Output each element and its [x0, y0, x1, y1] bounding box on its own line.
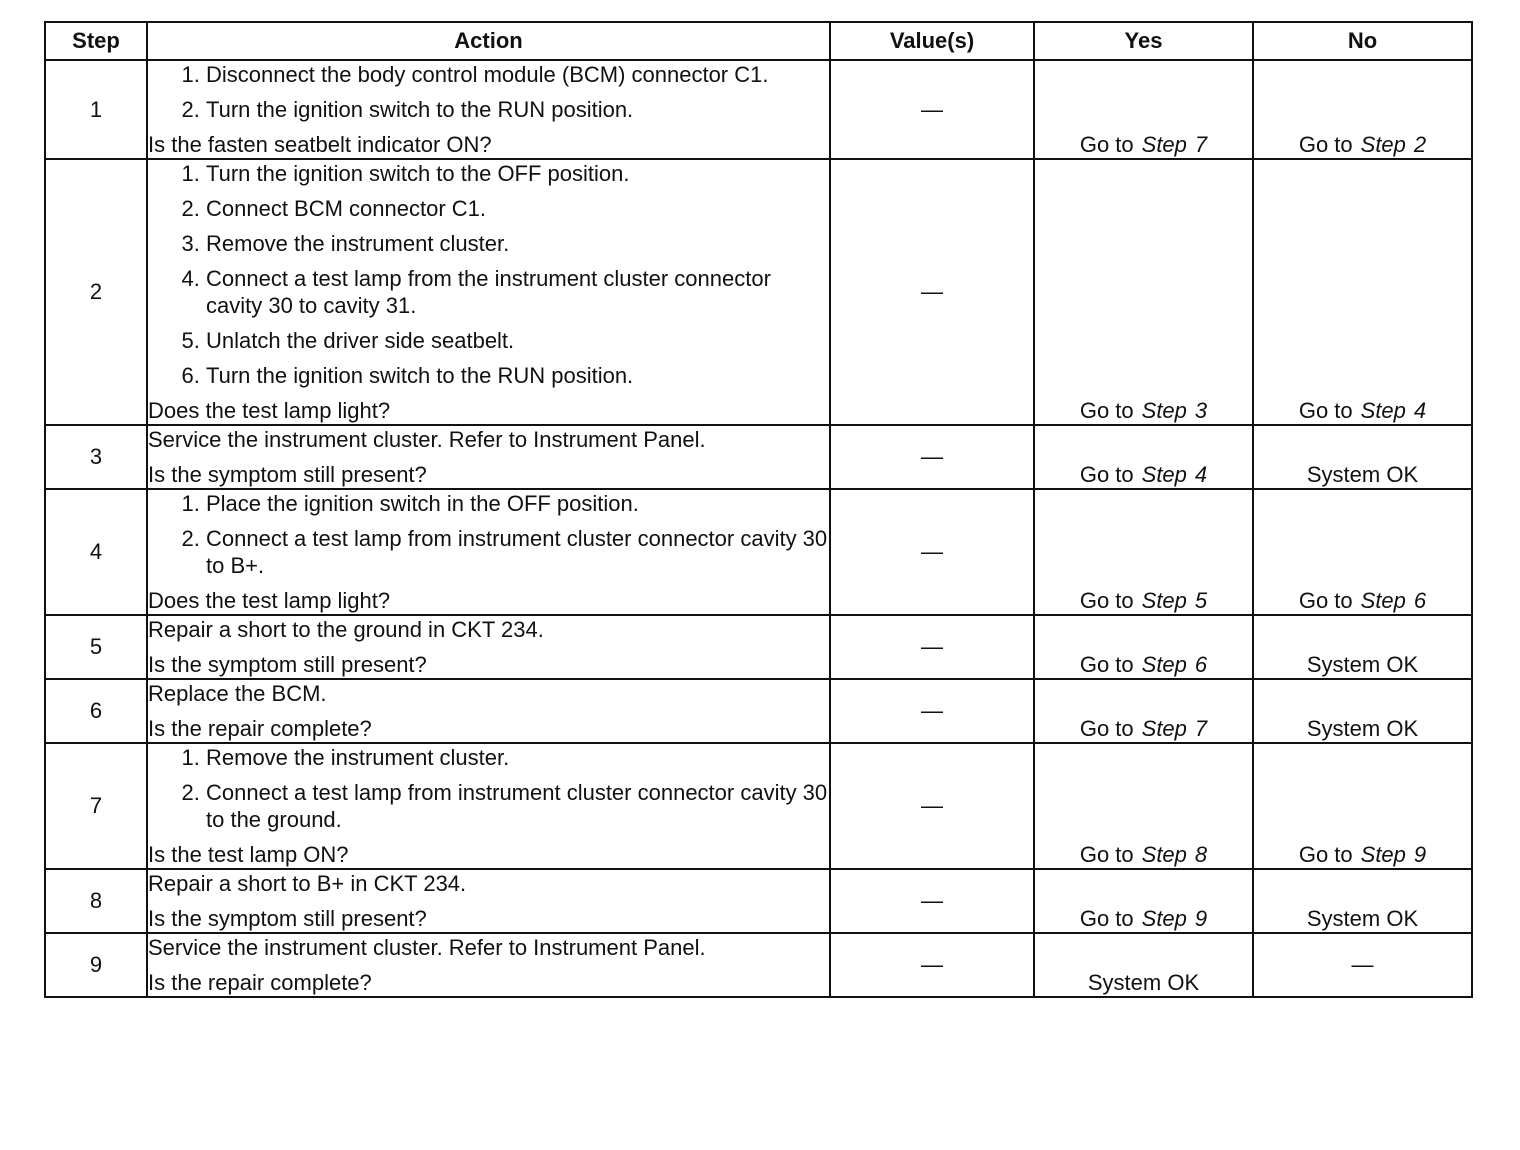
substep-item: 2. Turn the ignition switch to the RUN position. [206, 96, 829, 123]
yes-result-cell [1034, 615, 1253, 679]
yes-goto-step-number: 3 [1194, 398, 1208, 423]
value-cell: — [830, 489, 1034, 615]
no-goto-prefix: Go to [1298, 588, 1353, 613]
header-row [45, 22, 1472, 60]
action-question: Is the fasten seatbelt indicator ON? [148, 132, 492, 157]
no-result-text: — [1351, 952, 1374, 977]
table-row [45, 933, 1472, 997]
yes-goto-prefix: Go to [1079, 462, 1134, 487]
no-goto-step-word: Step [1360, 842, 1406, 867]
no-result-cell [1253, 679, 1472, 743]
action-cell [147, 869, 830, 933]
table-row [45, 425, 1472, 489]
no-result-text: System OK [1306, 462, 1419, 487]
no-result-cell [1253, 869, 1472, 933]
action-text: Service the instrument cluster. Refer to Instrument Panel. [148, 935, 706, 960]
substep-list [148, 744, 829, 833]
no-result-text: System OK [1306, 716, 1419, 741]
value-cell: — [830, 425, 1034, 489]
substep-item: 3. Remove the instrument cluster. [206, 230, 829, 257]
no-goto-step-word: Step [1360, 132, 1406, 157]
step-number: 2 [45, 159, 147, 425]
yes-goto-step-word: Step [1141, 906, 1187, 931]
yes-goto-step-number: 6 [1194, 652, 1208, 677]
substep-list [148, 61, 829, 123]
no-goto-step-number: 6 [1413, 588, 1427, 613]
no-result-cell [1253, 615, 1472, 679]
yes-result-cell [1034, 489, 1253, 615]
action-question: Is the symptom still present? [148, 652, 427, 677]
no-result-cell [1253, 425, 1472, 489]
yes-goto-prefix: Go to [1079, 652, 1134, 677]
yes-result-cell [1034, 425, 1253, 489]
action-question: Is the symptom still present? [148, 462, 427, 487]
substep-item: 1. Place the ignition switch in the OFF position. [206, 490, 829, 517]
substep-item: 1. Remove the instrument cluster. [206, 744, 829, 771]
yes-goto-step-number: 5 [1194, 588, 1208, 613]
no-result-cell [1253, 489, 1472, 615]
step-number: 8 [45, 869, 147, 933]
substep-item: 6. Turn the ignition switch to the RUN position. [206, 362, 829, 389]
yes-goto-step-number: 8 [1194, 842, 1208, 867]
no-goto-step-word: Step [1360, 588, 1406, 613]
step-number: 9 [45, 933, 147, 997]
action-cell [147, 60, 830, 159]
step-number: 4 [45, 489, 147, 615]
no-result-text: System OK [1306, 906, 1419, 931]
table-row [45, 489, 1472, 615]
diagnostic-table [44, 21, 1473, 998]
yes-goto-step-number: 7 [1194, 716, 1208, 741]
header-step: Step [45, 22, 147, 60]
table-row [45, 679, 1472, 743]
action-cell [147, 933, 830, 997]
step-number: 6 [45, 679, 147, 743]
yes-result-cell [1034, 869, 1253, 933]
action-question: Does the test lamp light? [148, 398, 391, 423]
yes-goto-step-word: Step [1141, 398, 1187, 423]
action-question: Is the symptom still present? [148, 906, 427, 931]
step-number: 3 [45, 425, 147, 489]
action-question: Is the repair complete? [148, 970, 372, 995]
value-cell: — [830, 615, 1034, 679]
step-number: 7 [45, 743, 147, 869]
value-cell: — [830, 869, 1034, 933]
header-action: Action [147, 22, 830, 60]
yes-result-cell [1034, 679, 1253, 743]
action-text: Repair a short to the ground in CKT 234. [148, 617, 544, 642]
value-cell: — [830, 60, 1034, 159]
table-row [45, 615, 1472, 679]
table-row [45, 869, 1472, 933]
yes-result-cell [1034, 159, 1253, 425]
action-question: Does the test lamp light? [148, 588, 391, 613]
yes-goto-step-word: Step [1141, 132, 1187, 157]
table-row [45, 60, 1472, 159]
action-cell [147, 159, 830, 425]
header-no: No [1253, 22, 1472, 60]
action-text: Replace the BCM. [148, 681, 327, 706]
substep-item: 2. Connect BCM connector C1. [206, 195, 829, 222]
action-cell [147, 425, 830, 489]
step-number: 1 [45, 60, 147, 159]
no-goto-prefix: Go to [1298, 398, 1353, 423]
no-goto-step-number: 4 [1413, 398, 1427, 423]
yes-goto-prefix: Go to [1079, 132, 1134, 157]
action-cell [147, 615, 830, 679]
yes-goto-step-word: Step [1141, 462, 1187, 487]
no-goto-step-number: 2 [1413, 132, 1427, 157]
substep-item: 4. Connect a test lamp from the instrument cluster connector cavity 30 to cavity 31. [206, 265, 829, 319]
no-result-cell [1253, 743, 1472, 869]
header-values: Value(s) [830, 22, 1034, 60]
yes-goto-step-word: Step [1141, 588, 1187, 613]
substep-list [148, 160, 829, 389]
substep-item: 1. Disconnect the body control module (BCM) connector C1. [206, 61, 829, 88]
no-result-cell [1253, 159, 1472, 425]
yes-goto-step-word: Step [1141, 716, 1187, 741]
yes-goto-step-word: Step [1141, 842, 1187, 867]
table-body [45, 60, 1472, 997]
value-cell: — [830, 679, 1034, 743]
action-text: Service the instrument cluster. Refer to Instrument Panel. [148, 427, 706, 452]
yes-goto-prefix: Go to [1079, 588, 1134, 613]
action-text: Repair a short to B+ in CKT 234. [148, 871, 467, 896]
substep-item: 5. Unlatch the driver side seatbelt. [206, 327, 829, 354]
yes-result-cell [1034, 60, 1253, 159]
no-result-text: System OK [1306, 652, 1419, 677]
no-goto-prefix: Go to [1298, 842, 1353, 867]
yes-goto-prefix: Go to [1079, 398, 1134, 423]
step-number: 5 [45, 615, 147, 679]
yes-result-text: System OK [1087, 970, 1200, 995]
yes-goto-step-number: 7 [1194, 132, 1208, 157]
substep-item: 2. Connect a test lamp from instrument cluster connector cavity 30 to the ground. [206, 779, 829, 833]
action-question: Is the repair complete? [148, 716, 372, 741]
no-goto-step-number: 9 [1413, 842, 1427, 867]
yes-goto-prefix: Go to [1079, 842, 1134, 867]
value-cell: — [830, 159, 1034, 425]
yes-result-cell [1034, 743, 1253, 869]
yes-goto-step-number: 4 [1194, 462, 1208, 487]
substep-item: 1. Turn the ignition switch to the OFF position. [206, 160, 829, 187]
table-row [45, 743, 1472, 869]
substep-list [148, 490, 829, 579]
no-result-cell [1253, 933, 1472, 997]
value-cell: — [830, 743, 1034, 869]
table-row [45, 159, 1472, 425]
yes-goto-step-number: 9 [1194, 906, 1208, 931]
yes-result-cell [1034, 933, 1253, 997]
value-cell: — [830, 933, 1034, 997]
no-goto-prefix: Go to [1298, 132, 1353, 157]
yes-goto-prefix: Go to [1079, 906, 1134, 931]
header-yes: Yes [1034, 22, 1253, 60]
action-cell [147, 743, 830, 869]
substep-item: 2. Connect a test lamp from instrument cluster connector cavity 30 to B+. [206, 525, 829, 579]
no-result-cell [1253, 60, 1472, 159]
no-goto-step-word: Step [1360, 398, 1406, 423]
action-cell [147, 679, 830, 743]
yes-goto-step-word: Step [1141, 652, 1187, 677]
action-cell [147, 489, 830, 615]
yes-goto-prefix: Go to [1079, 716, 1134, 741]
action-question: Is the test lamp ON? [148, 842, 349, 867]
